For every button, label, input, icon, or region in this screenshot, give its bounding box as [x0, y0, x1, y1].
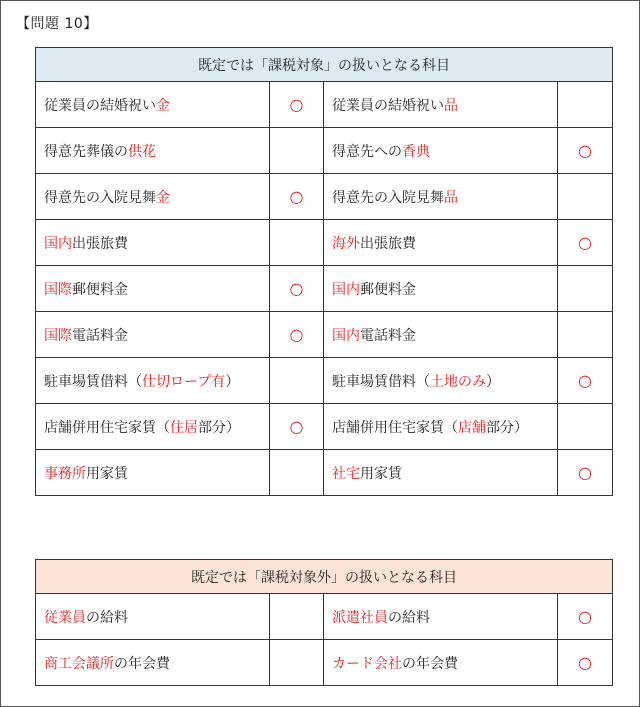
highlight-text: 国内 — [332, 327, 360, 344]
highlight-text: 事務所 — [44, 465, 86, 482]
answer-mark-left — [270, 358, 324, 404]
item-text: 出張旅費 — [360, 235, 416, 252]
item-cell-left — [36, 128, 270, 174]
item-text: 得意先の入院見舞 — [44, 189, 156, 206]
answer-mark-right: ○ — [558, 594, 613, 640]
item-text: の給料 — [388, 609, 430, 626]
answer-mark-left — [270, 450, 324, 496]
answer-mark-right — [558, 174, 613, 220]
item-cell-left — [36, 404, 270, 450]
table-row — [36, 312, 613, 358]
item-cell-left — [36, 174, 270, 220]
item-text: 得意先葬儀の — [44, 143, 128, 160]
item-cell-left — [36, 312, 270, 358]
highlight-text: 商工会議所 — [44, 655, 114, 672]
taxable-table — [35, 47, 613, 496]
highlight-text: 仕切ロープ有 — [142, 373, 226, 390]
item-cell-right — [324, 266, 558, 312]
item-text: 駐車場賃借料（ — [332, 373, 430, 390]
answer-mark-left: ○ — [270, 82, 324, 128]
item-cell-right — [324, 450, 558, 496]
item-text: 店舗併用住宅家賃（ — [44, 419, 170, 436]
item-text: 電話料金 — [72, 327, 128, 344]
item-cell-left — [36, 450, 270, 496]
item-cell-left — [36, 220, 270, 266]
table-row — [36, 404, 613, 450]
item-cell-right — [324, 174, 558, 220]
non-taxable-table — [35, 559, 613, 686]
table-row — [36, 640, 613, 686]
highlight-text: 住居 — [170, 419, 198, 436]
page-title: 【問題 10】 — [16, 16, 98, 32]
answer-mark-left — [270, 640, 324, 686]
answer-mark-left: ○ — [270, 266, 324, 312]
item-text: の給料 — [86, 609, 128, 626]
item-cell-right — [324, 312, 558, 358]
answer-mark-right — [558, 312, 613, 358]
taxable-table-header: 既定では「課税対象」の扱いとなる科目 — [36, 48, 613, 82]
answer-mark-right — [558, 266, 613, 312]
table-row — [36, 220, 613, 266]
table-row — [36, 450, 613, 496]
table-row — [36, 174, 613, 220]
answer-mark-right: ○ — [558, 640, 613, 686]
highlight-text: 土地のみ — [430, 373, 486, 390]
item-cell-left — [36, 358, 270, 404]
answer-mark-left: ○ — [270, 312, 324, 358]
answer-mark-right: ○ — [558, 220, 613, 266]
item-text: 部分） — [198, 419, 240, 436]
highlight-text: 従業員 — [44, 609, 86, 626]
item-text: 駐車場賃借料（ — [44, 373, 142, 390]
item-cell-left — [36, 266, 270, 312]
item-cell-right — [324, 404, 558, 450]
item-text: の年会費 — [114, 655, 170, 672]
item-cell-left — [36, 82, 270, 128]
table-row — [36, 266, 613, 312]
highlight-text: 社宅 — [332, 465, 360, 482]
highlight-text: 香典 — [402, 143, 430, 160]
item-text: 用家賃 — [86, 465, 128, 482]
highlight-text: カード会社 — [332, 655, 402, 672]
item-cell-left — [36, 594, 270, 640]
item-cell-right — [324, 220, 558, 266]
highlight-text: 国際 — [44, 327, 72, 344]
item-text: ） — [225, 373, 240, 390]
answer-mark-left — [270, 594, 324, 640]
highlight-text: 供花 — [128, 143, 156, 160]
highlight-text: 国内 — [44, 235, 72, 252]
item-text: 出張旅費 — [72, 235, 128, 252]
item-cell-right — [324, 640, 558, 686]
item-text: ） — [486, 373, 500, 390]
item-text: 得意先の入院見舞 — [332, 189, 444, 206]
table-row — [36, 128, 613, 174]
highlight-text: 国内 — [332, 281, 360, 298]
answer-mark-left — [270, 128, 324, 174]
answer-mark-left — [270, 220, 324, 266]
item-text: 郵便料金 — [360, 281, 416, 298]
highlight-text: 金 — [156, 189, 170, 206]
highlight-text: 店舗 — [458, 419, 486, 436]
answer-mark-left: ○ — [270, 404, 324, 450]
answer-mark-right — [558, 82, 613, 128]
answer-mark-right — [558, 404, 613, 450]
item-text: 店舗併用住宅家賃（ — [332, 419, 458, 436]
non-taxable-table-header: 既定では「課税対象外」の扱いとなる科目 — [36, 560, 613, 594]
table-row — [36, 358, 613, 404]
item-text: の年会費 — [402, 655, 458, 672]
answer-mark-left: ○ — [270, 174, 324, 220]
answer-mark-right: ○ — [558, 450, 613, 496]
highlight-text: 国際 — [44, 281, 72, 298]
highlight-text: 品 — [444, 189, 458, 206]
table-row — [36, 82, 613, 128]
answer-mark-right: ○ — [558, 358, 613, 404]
highlight-text: 金 — [156, 97, 170, 114]
item-cell-right — [324, 594, 558, 640]
table-row — [36, 594, 613, 640]
highlight-text: 派遣社員 — [332, 609, 388, 626]
item-text: 用家賃 — [360, 465, 402, 482]
item-text: 郵便料金 — [72, 281, 128, 298]
highlight-text: 品 — [444, 97, 458, 114]
item-text: 電話料金 — [360, 327, 416, 344]
item-text: 従業員の結婚祝い — [44, 97, 156, 114]
answer-mark-right: ○ — [558, 128, 613, 174]
highlight-text: 海外 — [332, 235, 360, 252]
item-cell-right — [324, 358, 558, 404]
item-text: 部分） — [486, 419, 528, 436]
item-cell-left — [36, 640, 270, 686]
item-text: 従業員の結婚祝い — [332, 97, 444, 114]
item-text: 得意先への — [332, 143, 402, 160]
item-cell-right — [324, 82, 558, 128]
item-cell-right — [324, 128, 558, 174]
